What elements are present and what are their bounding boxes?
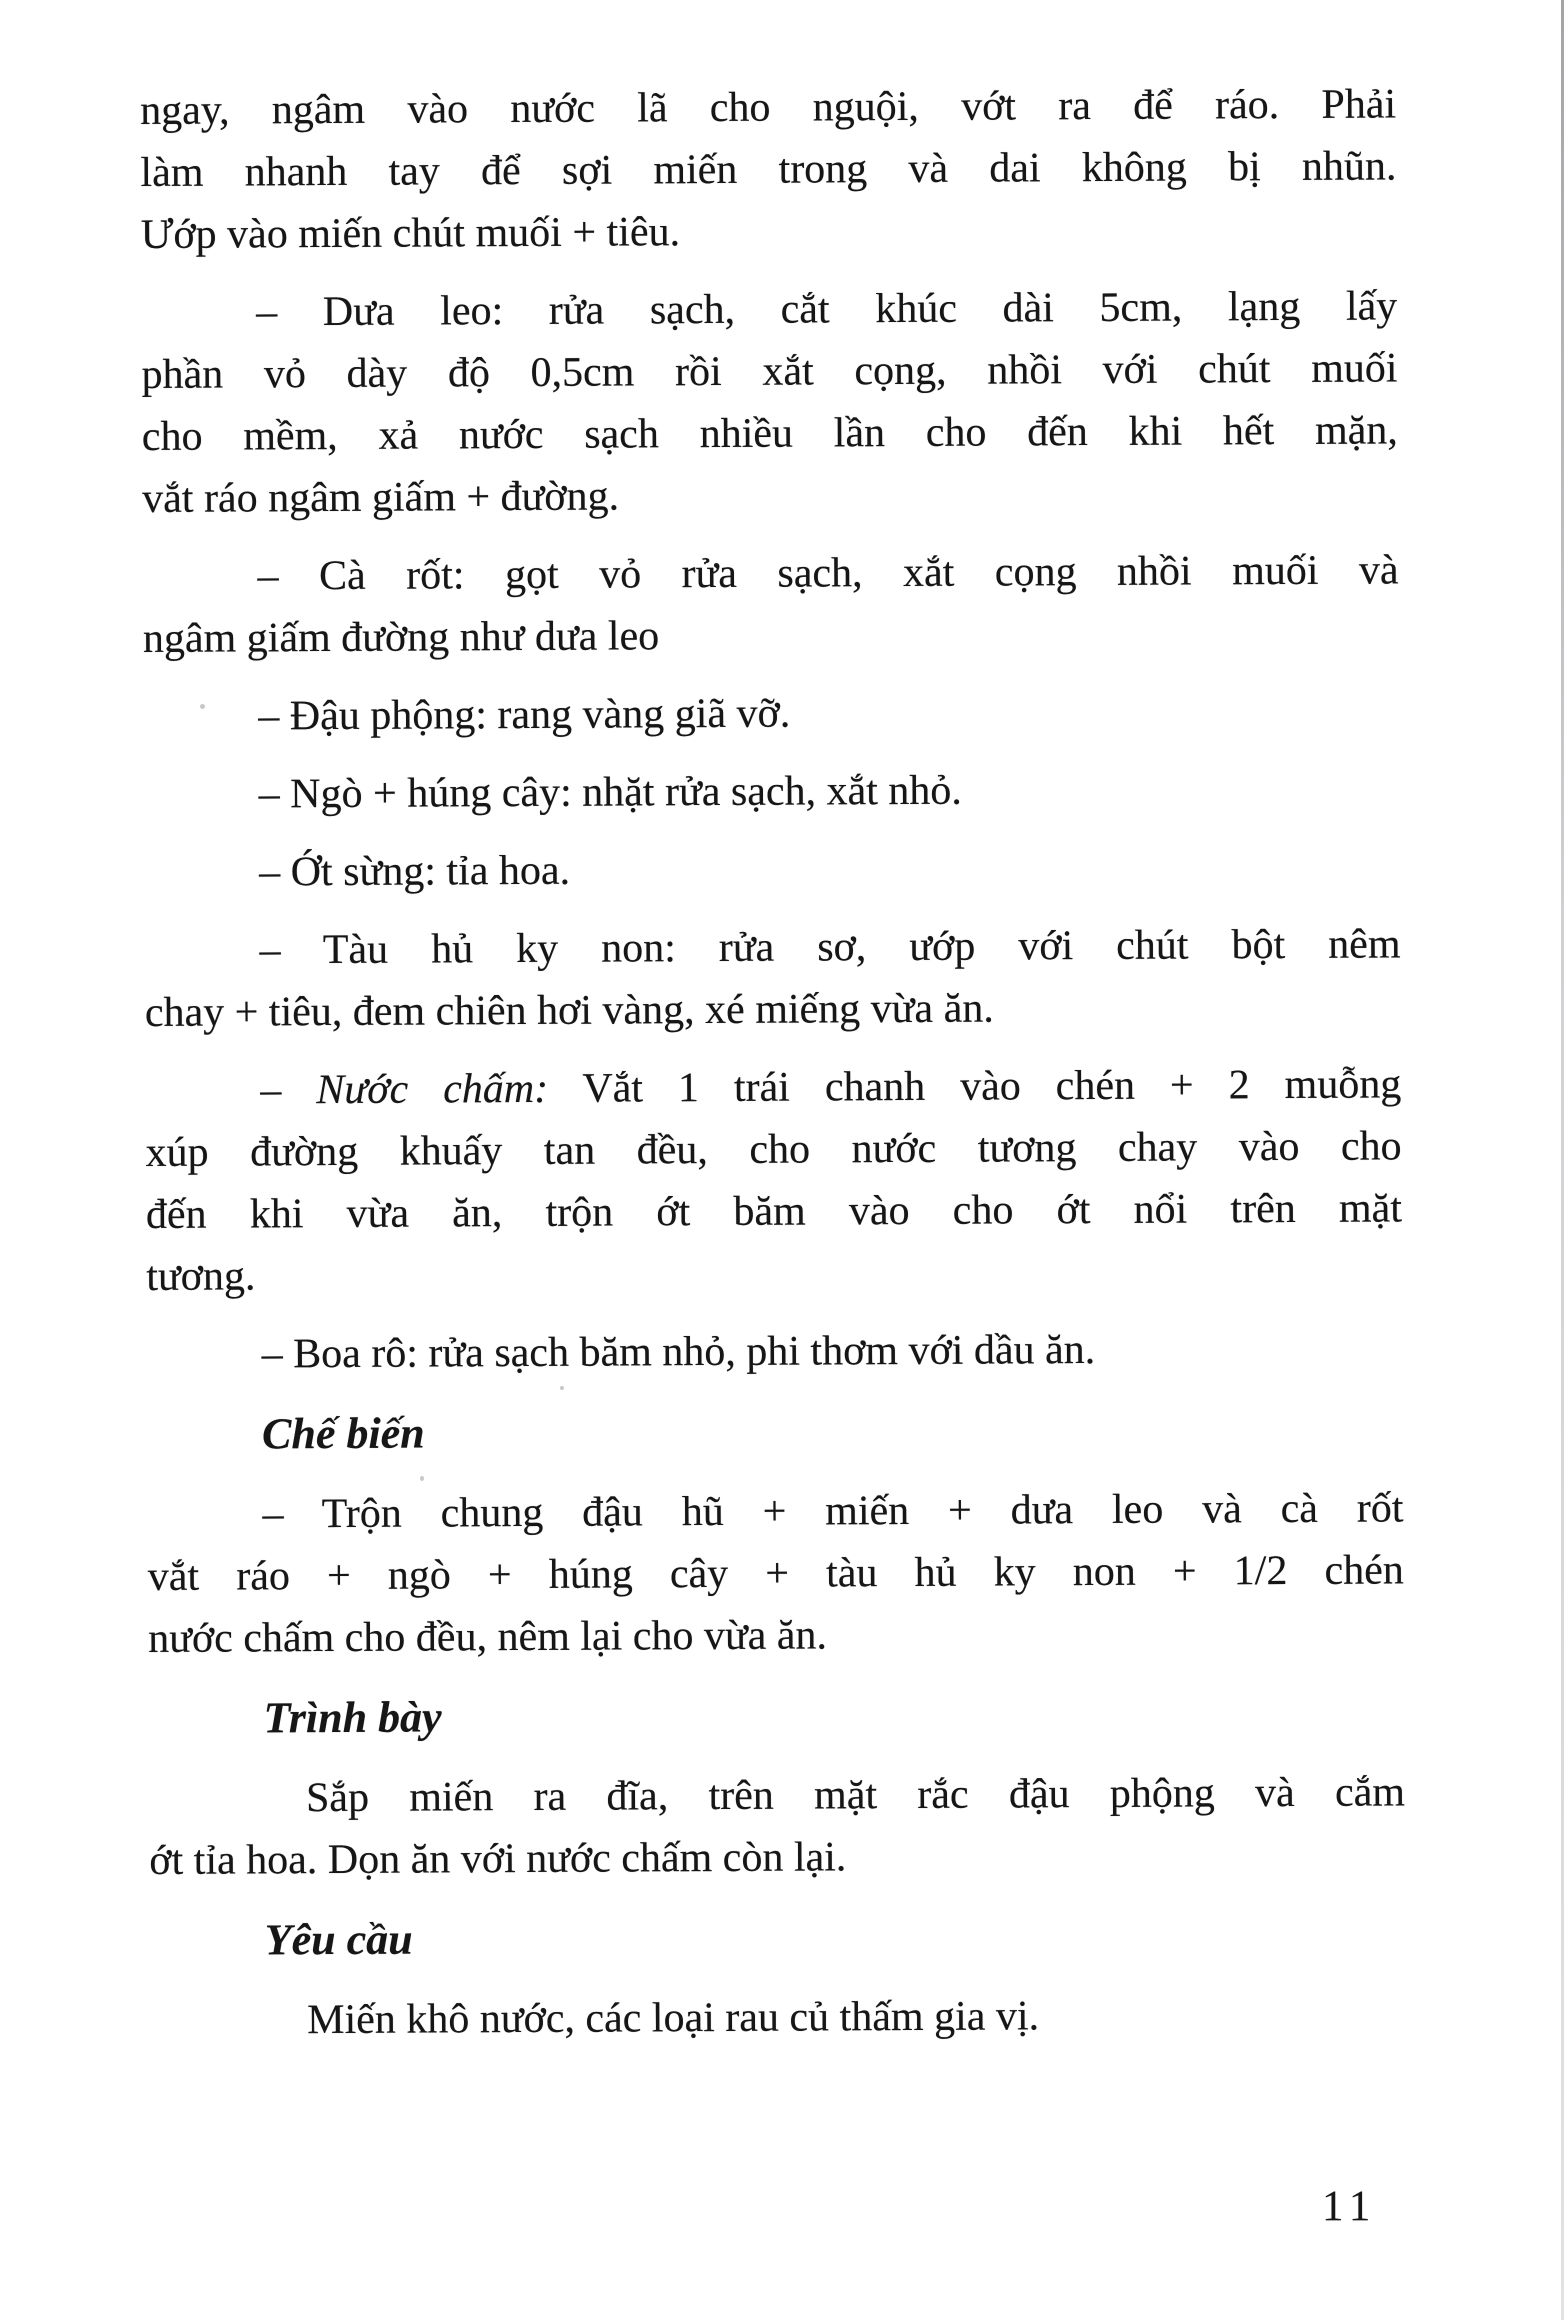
scan-speck [560, 1386, 564, 1390]
text-segment: – Ớt sừng: tỉa hoa. [259, 847, 571, 896]
page-number: 11 [1322, 2183, 1378, 2230]
section-heading [147, 1397, 1403, 1466]
text-segment: nước chấm cho đều, nêm lại cho vừa ăn. [148, 1612, 828, 1662]
text-line [144, 835, 1400, 904]
text-line [147, 1317, 1403, 1386]
text-segment: – Boa rô: rửa sạch băm nhỏ, phi thơm với dầu ăn. [261, 1327, 1096, 1378]
text-segment: Trình bày [263, 1692, 442, 1743]
text-line [149, 1823, 1405, 1892]
text-segment: Vắt 1 trái chanh vào chén + 2 muỗng [548, 1061, 1402, 1112]
text-segment: tương. [146, 1253, 256, 1300]
text-segment: – Tàu hủ ky non: rửa sơ, ướp với chút bột nêm [259, 921, 1401, 974]
text-segment: cho mềm, xả nước sạch nhiều lần cho đến khi hết mặn, [141, 407, 1398, 460]
text-line [143, 679, 1399, 748]
text-segment: Yêu cầu [264, 1914, 413, 1965]
text-line [144, 913, 1400, 982]
text-line [145, 975, 1401, 1044]
text-segment: ngâm giấm đường như dưa leo [142, 613, 660, 662]
text-line [142, 461, 1398, 530]
text-line [149, 1761, 1405, 1830]
text-line [142, 539, 1398, 608]
text-segment: vắt ráo + ngò + húng cây + tàu hủ ky non + 1/2 chén [147, 1547, 1404, 1600]
scan-speck [420, 1476, 424, 1481]
text-line [140, 135, 1396, 204]
text-line [141, 197, 1397, 266]
text-line [146, 1177, 1402, 1246]
text-line [141, 275, 1397, 344]
text-segment: – Dưa leo: rửa sạch, cắt khúc dài 5cm, lạng lấy [256, 283, 1398, 336]
text-line [148, 1601, 1404, 1670]
text-line [148, 1539, 1404, 1608]
text-segment: – Cà rốt: gọt vỏ rửa sạch, xắt cọng nhồi muối và [257, 547, 1399, 600]
page-text [140, 73, 1406, 2052]
text-segment: ớt tỉa hoa. Dọn ăn với nước chấm còn lại. [149, 1834, 847, 1884]
text-line [141, 337, 1397, 406]
text-segment: vắt ráo ngâm giấm + đường. [142, 473, 620, 522]
text-line [147, 1477, 1403, 1546]
text-segment: Miến khô nước, các loại rau củ thấm gia vị. [307, 1993, 1040, 2044]
text-line [145, 1053, 1401, 1122]
text-segment: đến khi vừa ăn, trộn ớt băm vào cho ớt nổi trên mặt [145, 1185, 1403, 1238]
text-line [144, 757, 1400, 826]
text-line [150, 1983, 1406, 2052]
text-segment: chay + tiêu, đem chiên hơi vàng, xé miếng vừa ăn. [144, 985, 994, 1036]
text-line [143, 601, 1399, 670]
section-heading [148, 1681, 1404, 1750]
text-segment: ngay, ngâm vào nước lã cho nguội, vớt ra để ráo. Phải [140, 81, 1397, 134]
text-segment: làm nhanh tay để sợi miến trong và dai không bị nhũn. [140, 143, 1397, 196]
text-line [146, 1239, 1402, 1308]
text-segment: Ướp vào miến chút muối + tiêu. [140, 209, 681, 258]
text-segment: Nước chấm: [316, 1065, 549, 1114]
text-line [140, 73, 1396, 142]
text-segment: – [260, 1067, 317, 1114]
text-segment: Chế biến [261, 1408, 425, 1459]
scan-speck [200, 704, 205, 709]
section-heading [150, 1903, 1406, 1972]
text-segment: xúp đường khuấy tan đều, cho nước tương chay vào cho [145, 1123, 1402, 1176]
text-segment: – Đậu phộng: rang vàng giã vỡ. [258, 690, 791, 740]
text-line [145, 1115, 1401, 1184]
text-segment: phần vỏ dày độ 0,5cm rồi xắt cọng, nhồi với chút muối [141, 345, 1398, 398]
text-segment: Sắp miến ra đĩa, trên mặt rắc đậu phộng và cắm [305, 1769, 1406, 1822]
text-segment: – Ngò + húng cây: nhặt rửa sạch, xắt nhỏ. [258, 767, 962, 818]
text-line [142, 399, 1398, 468]
text-segment: – Trộn chung đậu hũ + miến + dưa leo và cà rốt [262, 1485, 1404, 1538]
